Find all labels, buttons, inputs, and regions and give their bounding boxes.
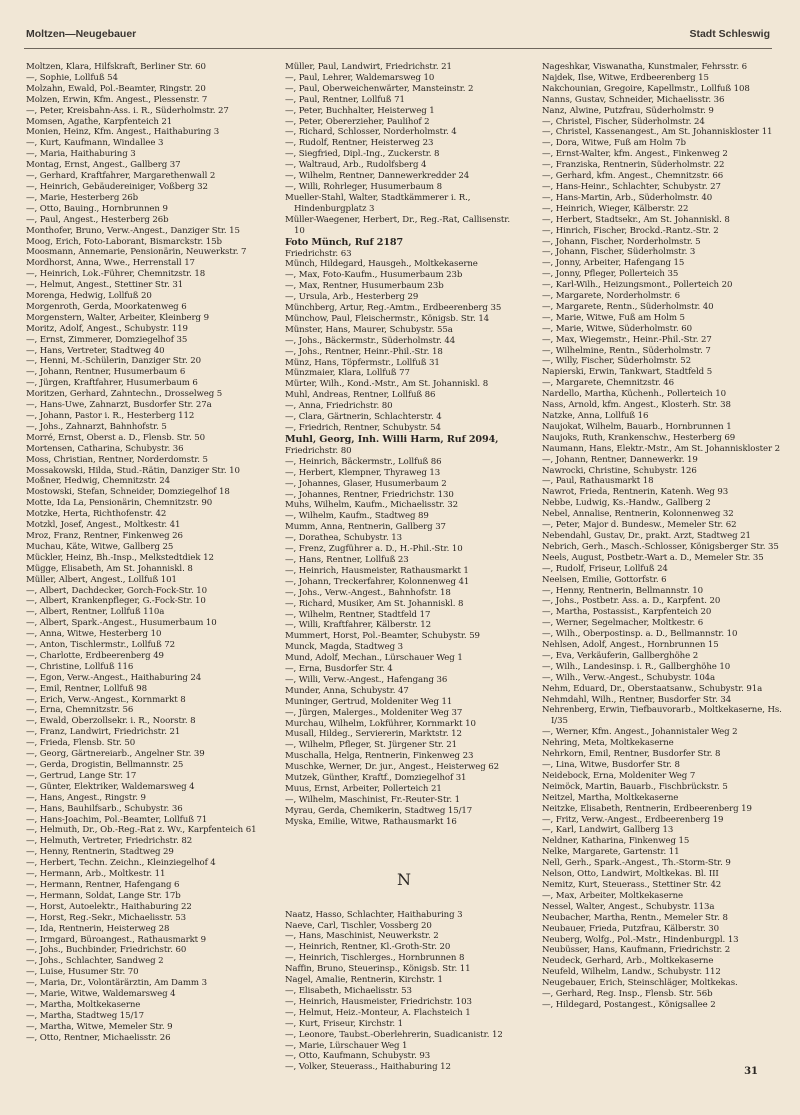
directory-entry: —, Heinrich, Lok.-Führer, Chemnitzstr. 18 — [26, 269, 206, 280]
directory-entry: Moss, Christian, Rentner, Norderdomstr. 5 — [26, 454, 208, 465]
directory-entry: Neimöck, Martin, Bauarb., Fischbrückstr. 5 — [542, 781, 728, 792]
directory-entry: —, Hans-Heinr., Schlachter, Schubystr. 27 — [542, 181, 721, 192]
directory-entry: —, Dorathea, Schubystr. 13 — [285, 533, 402, 544]
directory-entry: Nehlsen, Adolf, Angest., Hornbrunnen 15 — [542, 640, 719, 651]
directory-entry: —, Gerda, Drogistin, Bellmannstr. 25 — [26, 760, 184, 770]
directory-entry: Nakchounian, Gregoire, Kapellmstr., Lollfuß 108 — [542, 83, 750, 94]
directory-entry: —, Marie, Witwe, Süderholmstr. 60 — [542, 323, 693, 334]
directory-entry: Neels, August, Postbetr.-Wart a. D., Memeler Str. 35 — [542, 552, 764, 563]
directory-entry: Müller, Albert, Angest., Lollfuß 101 — [26, 574, 177, 585]
directory-entry: Neubüsser, Hans, Kaufmann, Friedrichstr. 2 — [542, 945, 731, 956]
directory-entry: —, Hans, Rentner, Lollfuß 23 — [285, 554, 409, 565]
directory-entry: —, Martha, Witwe, Memeler Str. 9 — [26, 1021, 173, 1032]
directory-entry: —, Heinrich, Wieger, Kälberstr. 22 — [542, 203, 689, 214]
directory-entry: —, Johs., Postbetr. Ass. a. D., Karpfent. 20 — [542, 596, 721, 607]
directory-entry: Mund, Adolf, Mechan., Lürschauer Weg 1 — [285, 653, 463, 664]
directory-entry: Nelke, Margarete, Gartenstr. 11 — [542, 847, 680, 858]
directory-entry: Neufeld, Wilhelm, Landw., Schubystr. 112 — [542, 967, 721, 978]
directory-entry: Naeve, Carl, Tischler, Vossberg 20 — [285, 920, 432, 931]
directory-entry: —, Sophie, Lollfuß 54 — [26, 72, 118, 83]
directory-entry: Mügge, Elisabeth, Am St. Johanniskl. 8 — [26, 563, 193, 574]
directory-entry: —, Ewald, Oberzollsekr. i. R., Noorstr. 8 — [26, 716, 196, 727]
directory-entry: —, Siegfried, Dipl.-Ing., Zuckerstr. 8 — [285, 149, 440, 160]
directory-entry: Friedrichstr. 80 — [285, 445, 352, 456]
directory-entry: Myrau, Gerda, Chemikerin, Stadtweg 15/17 — [285, 805, 473, 816]
directory-entry: —, Frieda, Flensb. Str. 50 — [26, 738, 136, 749]
directory-entry: Morré, Ernst, Oberst a. D., Flensb. Str. 50 — [26, 432, 205, 443]
directory-entry: Munder, Anna, Schubystr. 47 — [285, 685, 409, 696]
directory-entry: —, Kurt, Friseur, Kirchstr. 1 — [285, 1018, 404, 1029]
directory-entry: Nagel, Amalie, Rentnerin, Kirchstr. 1 — [285, 975, 443, 986]
section-letter: N — [397, 869, 411, 889]
directory-entry: —, Marie, Witwe, Fuß am Holm 5 — [542, 312, 685, 323]
directory-entry: Muschalla, Helga, Rentnerin, Finkenweg 23 — [285, 751, 474, 762]
directory-entry: Monthofer, Bruno, Verw.-Angest., Danziger Str. 15 — [26, 225, 240, 236]
directory-entry: Münch, Hildegard, Hausgeh., Moltkekaserne — [285, 259, 478, 270]
directory-entry: Murchau, Wilhelm, Lokführer, Kornmarkt 10 — [285, 718, 476, 729]
directory-entry: —, Rudolf, Friseur, Lollfuß 24 — [542, 563, 668, 574]
directory-entry: Naffin, Bruno, Steuerinsp., Königsb. Str. 11 — [285, 964, 471, 975]
directory-entry: —, Hermann, Soldat, Lange Str. 17b — [26, 890, 181, 901]
directory-entry: —, Heinrich, Gebäudereiniger, Voßberg 32 — [26, 181, 208, 192]
directory-entry: —, Peter, Obererzieher, Paulihof 2 — [285, 116, 430, 127]
directory-entry: —, Herbert, Stadtsekr., Am St. Johanniskl. 8 — [542, 214, 730, 225]
directory-entry: Mroz, Franz, Rentner, Finkenweg 26 — [26, 530, 183, 541]
directory-entry: —, Emil, Rentner, Lollfuß 98 — [26, 683, 147, 694]
directory-entry: —, Egon, Verw.-Angest., Haithaburing 24 — [26, 672, 202, 683]
directory-entry: —, Maria, Dr., Volontärärztin, Am Damm 3 — [26, 978, 207, 989]
directory-entry: Munck, Magda, Stadtweg 3 — [285, 642, 404, 653]
directory-entry: —, Erna, Chemnitzstr. 56 — [26, 705, 134, 716]
directory-entry: —, Hinrich, Fischer, Brockd.-Rantz.-Str. 2 — [542, 225, 719, 236]
directory-entry-bold: Foto Münch, Ruf 2187 — [285, 236, 404, 248]
directory-entry: —, Marie, Hesterberg 26b — [26, 192, 138, 203]
directory-entry: Mostowski, Stefan, Schneider, Domziegelhof 18 — [26, 487, 230, 498]
directory-entry: Mueller-Stahl, Walter, Stadtkämmerer i. R., Hindenburgplatz 3 — [285, 192, 471, 214]
directory-entry: —, Günter, Elektriker, Waldemarsweg 4 — [26, 781, 195, 792]
directory-entry: —, Johann, Treckerfahrer, Kolonnenweg 41 — [285, 576, 470, 587]
directory-entry: Mummert, Horst, Pol.-Beamter, Schubystr. 59 — [285, 631, 480, 642]
directory-entry: Nageshkar, Viswanatha, Kunstmaler, Fehrsstr. 6 — [542, 62, 747, 72]
directory-entry: —, Otto, Bauing., Hornbrunnen 9 — [26, 203, 168, 214]
directory-entry: —, Willi, Verw.-Angest., Hafengang 36 — [285, 674, 448, 685]
directory-entry: —, Johs., Rentner, Heinr.-Phil.-Str. 18 — [285, 346, 443, 357]
header-range: Moltzen—Neugebauer — [26, 28, 137, 40]
directory-entry: —, Werner, Segelmacher, Moltkestr. 6 — [542, 618, 704, 629]
directory-entry: Nanz, Alwine, Putzfrau, Süderholmstr. 9 — [542, 105, 714, 116]
directory-entry: Morgenstern, Walter, Arbeiter, Kleinberg 9 — [26, 312, 209, 323]
directory-entry: Mordhorst, Anna, Wwe., Herrenstall 17 — [26, 258, 195, 269]
directory-entry: Nebendahl, Gustav, Dr., prakt. Arzt, Stadtweg 21 — [542, 530, 751, 541]
directory-entry: —, Herbert, Klempner, Thyraweg 13 — [285, 467, 441, 478]
directory-entry: —, Helmut, Heiz.-Monteur, A. Flachsteich 1 — [285, 1007, 471, 1018]
directory-entry: —, Elisabeth, Michaelisstr. 53 — [285, 985, 412, 996]
directory-entry: —, Anton, Tischlermstr., Lollfuß 72 — [26, 640, 175, 651]
directory-entry: —, Fritz, Verw.-Angest., Erdbeerenberg 19 — [542, 814, 724, 825]
directory-entry: —, Martha, Moltkekaserne — [26, 999, 141, 1010]
directory-entry: Moog, Erich, Foto-Laborant, Bismarckstr. 15b — [26, 236, 222, 247]
directory-entry: —, Jürgen, Kraftfahrer, Husumerbaum 6 — [26, 378, 198, 389]
directory-entry: —, Johs., Verw.-Angest., Bahnhofstr. 18 — [285, 587, 451, 598]
directory-entry: —, Waltraud, Arb., Rudolfsberg 4 — [285, 160, 427, 171]
directory-entry: Nelson, Otto, Landwirt, Moltkekas. Bl. III — [542, 869, 719, 880]
directory-entry: —, Gerhard, Kraftfahrer, Margarethenwall 2 — [26, 171, 216, 182]
directory-entry: Muhs, Wilhelm, Kaufm., Michaelisstr. 32 — [285, 500, 459, 511]
directory-entry: Mortensen, Catharina, Schubystr. 36 — [26, 443, 184, 454]
directory-entry: Nebbe, Ludwig, Ks.-Handw., Gallberg 2 — [542, 498, 711, 509]
directory-entry: —, Hildegard, Postangest., Königsallee 2 — [542, 999, 716, 1010]
directory-entry: —, Frenz, Zugführer a. D., H.-Phil.-Str. 10 — [285, 544, 463, 555]
directory-entry: Neitzel, Martha, Moltkekaserne — [542, 792, 679, 803]
directory-entry: Nessel, Walter, Angest., Schubystr. 113a — [542, 901, 715, 912]
directory-entry: Nardello, Martha, Küchenh., Pollerteich 10 — [542, 389, 726, 400]
directory-entry: —, Ernst, Zimmerer, Domziegelhof 35 — [26, 334, 188, 345]
directory-entry: —, Max, Foto-Kaufm., Husumerbaum 23b — [285, 270, 463, 281]
directory-entry: Napierski, Erwin, Tankwart, Stadtfeld 5 — [542, 367, 713, 378]
directory-entry: —, Peter, Major d. Bundesw., Memeler Str. 62 — [542, 520, 737, 531]
directory-entry: —, Gertrud, Lange Str. 17 — [26, 770, 137, 781]
directory-entry: —, Ernst-Walter, kfm. Angest., Finkenweg 2 — [542, 149, 728, 160]
directory-entry: —, Heinrich, Hausmeister, Friedrichstr. 103 — [285, 996, 472, 1007]
directory-entry: —, Johann, Rentner, Husumerbaum 6 — [26, 367, 186, 378]
directory-entry: —, Peter, Buchhalter, Heisterweg 1 — [285, 105, 435, 116]
directory-entry: Nehrenberg, Erwin, Tiefbauvorarb., Moltkekaserne, Hs. I/35 — [542, 705, 782, 727]
directory-entry: —, Wilhelm, Maschinist, Fr.-Reuter-Str. 1 — [285, 794, 460, 805]
directory-entry: Morenga, Hedwig, Lollfuß 20 — [26, 291, 152, 302]
directory-entry: Naujokat, Wilhelm, Bauarb., Hornbrunnen 1 — [542, 421, 732, 432]
directory-entry: —, Hans, Vertreter, Stadtweg 40 — [26, 345, 165, 356]
directory-entry: Musall, Hildeg., Serviererin, Marktstr. 12 — [285, 729, 462, 740]
directory-entry: —, Johs., Zahnarzt, Bahnhofstr. 5 — [26, 421, 167, 432]
directory-entry: —, Erich, Verw.-Angest., Kornmarkt 8 — [26, 694, 186, 705]
directory-entry: Neidebock, Erna, Moldeniter Weg 7 — [542, 770, 696, 781]
directory-entry: —, Marie, Witwe, Waldemarsweg 4 — [26, 989, 176, 1000]
directory-entry: —, Marie, Lürschauer Weg 1 — [285, 1040, 408, 1051]
directory-entry: —, Albert, Dachdecker, Gorch-Fock-Str. 10 — [26, 585, 207, 596]
directory-entry: —, Willy, Fischer, Süderholmstr. 52 — [542, 356, 691, 367]
directory-entry: —, Georg, Gärtnereiarb., Angelner Str. 39 — [26, 749, 205, 760]
directory-entry: Nemitz, Kurt, Steuerass., Stettiner Str. 42 — [542, 879, 722, 890]
directory-entry: —, Franziska, Rentnerin, Süderholmstr. 22 — [542, 160, 725, 171]
directory-entry: —, Wilhelm, Pfleger, St. Jürgener Str. 21 — [285, 740, 457, 751]
directory-entry: —, Karl-Wilh., Heizungsmont., Pollerteich 20 — [542, 280, 733, 291]
directory-entry: —, Otto, Kaufmann, Schubystr. 93 — [285, 1051, 431, 1062]
directory-entry: —, Wilhelm, Kaufm., Stadtweg 89 — [285, 511, 429, 522]
directory-entry: Münz, Hans, Töpfermstr., Lollfuß 31 — [285, 357, 440, 368]
directory-entry: Motzkl, Josef, Angest., Moltkestr. 41 — [26, 520, 181, 531]
directory-entry: —, Johann, Fischer, Norderholmstr. 5 — [542, 236, 701, 247]
directory-entry: —, Johannes, Glaser, Husumerbaum 2 — [285, 478, 447, 489]
directory-entry: —, Max, Wiegemstr., Heinr.-Phil.-Str. 27 — [542, 334, 712, 345]
directory-entry: —, Hans-Martin, Arb., Süderholmstr. 40 — [542, 192, 713, 203]
directory-entry: Müller-Waegener, Herbert, Dr., Reg.-Rat, Callisenstr. 10 — [285, 214, 510, 236]
directory-entry: Naumann, Hans, Elektr.-Mstr., Am St. Johanniskloster 2 — [542, 443, 780, 454]
directory-entry: Nawrocki, Christine, Schubystr. 126 — [542, 465, 697, 476]
directory-entry: —, Paul, Angest., Hesterberg 26b — [26, 214, 169, 225]
directory-entry: —, Gerhard, kfm. Angest., Chemnitzstr. 66 — [542, 171, 724, 182]
directory-entry: —, Peter, Kreisbahn-Ass. i. R., Süderholmstr. 27 — [26, 105, 229, 116]
column-1 — [26, 62, 264, 1044]
directory-entry: —, Christel, Kassenangest., Am St. Johanniskloster 11 — [542, 127, 773, 138]
directory-entry: —, Rudolf, Rentner, Heisterweg 23 — [285, 138, 434, 149]
directory-entry: —, Anna, Witwe, Hesterberg 10 — [26, 629, 162, 640]
directory-entry: —, Richard, Musiker, Am St. Johanniskl. 8 — [285, 598, 464, 609]
directory-entry: Nehm, Eduard, Dr., Oberstaatsanw., Schubystr. 91a — [542, 683, 763, 694]
directory-entry: Motzke, Herta, Richthofenstr. 42 — [26, 509, 167, 520]
directory-entry: Moritzen, Gerhard, Zahntechn., Drosselweg 5 — [26, 389, 223, 400]
directory-entry: —, Karl, Landwirt, Gallberg 13 — [542, 825, 674, 836]
directory-entry: —, Helmuth, Vertreter, Friedrichstr. 82 — [26, 836, 193, 847]
directory-entry: Muchau, Käte, Witwe, Gallberg 25 — [26, 541, 174, 552]
directory-entry: —, Christine, Lollfuß 116 — [26, 661, 134, 672]
directory-entry: Nehmdahl, Wilh., Rentner, Busdorfer Str. 34 — [542, 694, 732, 705]
directory-entry: —, Maria, Haithaburing 3 — [26, 149, 136, 160]
directory-entry: —, Johs., Schlachter, Sandweg 2 — [26, 956, 164, 967]
directory-entry: —, Hans, Bauhilfsarb., Schubystr. 36 — [26, 803, 183, 814]
directory-entry: Naujoks, Ruth, Krankenschw., Hesterberg 69 — [542, 432, 736, 443]
directory-entry: —, Hans, Maschinist, Neuwerkstr. 2 — [285, 931, 439, 942]
directory-entry: —, Margarete, Rentn., Süderholmstr. 40 — [542, 301, 714, 312]
directory-entry: —, Albert, Krankenpfleger, G.-Fock-Str. 10 — [26, 596, 206, 607]
directory-entry: Mossakowski, Hilda, Stud.-Rätin, Danziger Str. 10 — [26, 465, 240, 476]
directory-entry: Mutzek, Günther, Kraftf., Domziegelhof 31 — [285, 773, 467, 784]
directory-entry: —, Otto, Rentner, Michaelisstr. 26 — [26, 1032, 171, 1043]
directory-entry: Friedrichstr. 63 — [285, 248, 352, 259]
directory-entry: —, Hermann, Rentner, Hafengang 6 — [26, 879, 180, 890]
directory-entry: Montag, Ernst, Angest., Gallberg 37 — [26, 160, 181, 171]
directory-entry: —, Werner, Kfm. Angest., Johannistaler Weg 2 — [542, 727, 738, 738]
directory-entry: —, Heinrich, Tischlerges., Hornbrunnen 8 — [285, 953, 465, 964]
directory-entry: —, Albert, Rentner, Lollfuß 110a — [26, 607, 165, 618]
directory-entry: Mückler, Heinz, Bh.-Insp., Melkstedtdiek 12 — [26, 552, 214, 563]
directory-entry: —, Johann, Rentner, Dannewerkr. 19 — [542, 454, 698, 465]
directory-entry: Nass, Arnold, kfm. Angest., Klosterh. Str. 38 — [542, 400, 731, 411]
directory-entry: —, Horst, Reg.-Sekr., Michaelisstr. 53 — [26, 912, 187, 923]
directory-entry: Nehrkorn, Emil, Rentner, Busdorfer Str. 8 — [542, 749, 721, 760]
directory-entry: —, Franz, Landwirt, Friedrichstr. 21 — [26, 727, 181, 738]
directory-entry: Moosmann, Annemarie, Pensionärin, Neuwerkstr. 7 — [26, 247, 247, 258]
directory-entry: —, Hermann, Arb., Moltkestr. 11 — [26, 869, 166, 880]
directory-entry: Myska, Emilie, Witwe, Rathausmarkt 16 — [285, 816, 457, 827]
directory-entry: —, Johann, Pastor i. R., Hesterberg 112 — [26, 411, 195, 421]
directory-entry: —, Helmuth, Dr., Ob.-Reg.-Rat z. Wv., Karpfenteich 61 — [26, 825, 257, 836]
directory-entry: —, Gerhard, Reg. Insp., Flensb. Str. 56b — [542, 989, 713, 1000]
directory-entry: —, Paul, Lehrer, Waldemarsweg 10 — [285, 72, 435, 83]
directory-entry: —, Henni, M.-Schülerin, Danziger Str. 20 — [26, 356, 201, 367]
directory-entry: Najdek, Ilse, Witwe, Erdbeerenberg 15 — [542, 72, 709, 83]
directory-entry: —, Johs., Bäckermstr., Süderholmstr. 44 — [285, 335, 456, 346]
directory-entry: —, Lina, Witwe, Busdorfer Str. 8 — [542, 760, 680, 770]
header-city: Stadt Schleswig — [689, 28, 770, 40]
directory-entry: —, Hans, Angest., Ringstr. 9 — [26, 792, 146, 803]
directory-entry: Natzke, Anna, Lollfuß 16 — [542, 411, 649, 421]
directory-entry-bold: Muhl, Georg, Inh. Willi Harm, Ruf 2094, — [285, 433, 499, 445]
directory-entry: —, Heinrich, Bäckermstr., Lollfuß 86 — [285, 456, 442, 467]
directory-entry: Moritz, Adolf, Angest., Schubystr. 119 — [26, 323, 188, 334]
page-header — [26, 28, 770, 44]
directory-entry: Neubauer, Frieda, Putzfrau, Kälberstr. 30 — [542, 923, 720, 934]
directory-entry: —, Helmut, Angest., Stettiner Str. 31 — [26, 280, 184, 291]
directory-entry: —, Hans-Uwe, Zahnarzt, Busdorfer Str. 27a — [26, 400, 212, 411]
directory-entry: Motte, Ida La, Pensionärin, Chemnitzstr. 90 — [26, 498, 213, 509]
directory-entry: —, Heinrich, Hausmeister, Rathausmarkt 1 — [285, 565, 469, 576]
directory-entry: Müller, Paul, Landwirt, Friedrichstr. 21 — [285, 62, 452, 72]
directory-entry: —, Heinrich, Rentner, Kl.-Groth-Str. 20 — [285, 942, 451, 953]
directory-entry: —, Clara, Gärtnerin, Schlachterstr. 4 — [285, 412, 442, 423]
column-3 — [542, 62, 782, 1011]
directory-entry: Nebel, Annalise, Rentnerin, Kolonnenweg 32 — [542, 509, 734, 520]
directory-entry: Neelsen, Emilie, Gottorfstr. 6 — [542, 574, 667, 585]
directory-entry: Molzahn, Ewald, Pol.-Beamter, Ringstr. 20 — [26, 83, 206, 94]
header-rule — [24, 48, 772, 49]
directory-entry: Neitzke, Elisabeth, Rentnerin, Erdbeerenberg 19 — [542, 803, 752, 814]
directory-entry: —, Albert, Spark.-Angest., Husumerbaum 10 — [26, 618, 217, 629]
directory-entry: Nanns, Gustav, Schneider, Michaelisstr. 36 — [542, 94, 725, 105]
directory-entry: —, Volker, Steuerass., Haithaburing 12 — [285, 1062, 451, 1073]
directory-entry: —, Jonny, Arbeiter, Hafengang 15 — [542, 258, 685, 269]
directory-entry: Neubacher, Martha, Rentn., Memeler Str. 8 — [542, 912, 728, 923]
directory-entry: —, Paul, Oberweichenwärter, Mansteinstr. 2 — [285, 83, 474, 94]
directory-entry: —, Max, Rentner, Husumerbaum 23b — [285, 281, 444, 292]
directory-entry: Münchow, Paul, Fleischermstr., Königsb. Str. 14 — [285, 313, 490, 324]
directory-entry: —, Herbert, Techn. Zeichn., Kleinziegelhof 4 — [26, 858, 216, 869]
directory-entry: —, Eva, Verkäuferin, Gallberghöhe 2 — [542, 650, 699, 661]
directory-entry: —, Johann, Fischer, Süderholmstr. 3 — [542, 247, 696, 258]
directory-entry: —, Henny, Rentnerin, Bellmannstr. 10 — [542, 585, 703, 596]
directory-entry: —, Margarete, Norderholmstr. 6 — [542, 291, 680, 302]
directory-entry: Molzen, Erwin, Kfm. Angest., Plessenstr. 7 — [26, 94, 208, 105]
directory-entry: —, Luise, Husumer Str. 70 — [26, 967, 139, 978]
directory-entry: —, Paul, Rentner, Lollfuß 71 — [285, 94, 405, 105]
directory-entry: —, Christel, Fischer, Süderholmstr. 24 — [542, 116, 705, 127]
directory-entry: —, Paul, Rathausmarkt 18 — [542, 476, 654, 487]
directory-entry: Münchberg, Artur, Reg.-Amtm., Erdbeerenberg 35 — [285, 303, 502, 314]
directory-entry: Nell, Gerh., Spark.-Angest., Th.-Storm-Str. 9 — [542, 858, 731, 869]
directory-entry: Muhl, Andreas, Rentner, Lollfuß 86 — [285, 390, 436, 401]
column-2 — [285, 62, 523, 1073]
directory-entry: —, Hans-Joachim, Pol.-Beamter, Lollfuß 71 — [26, 814, 208, 825]
directory-entry: —, Horst, Autoelektr., Haithaburing 22 — [26, 901, 192, 912]
directory-entry: Neudeck, Gerhard, Arb., Moltkekaserne — [542, 956, 714, 967]
directory-entry: Moßner, Hedwig, Chemnitzstr. 24 — [26, 476, 171, 487]
directory-entry: —, Wilh., Landesinsp. i. R., Gallberghöhe 10 — [542, 661, 731, 672]
directory-entry: Nehring, Meta, Moltkekaserne — [542, 738, 674, 749]
directory-entry: —, Jürgen, Malerges., Moldeniter Weg 37 — [285, 707, 463, 718]
directory-entry: —, Johs., Buchbinder, Friedrichstr. 60 — [26, 945, 187, 956]
directory-entry: Moltzen, Klara, Hilfskraft, Berliner Str. 60 — [26, 62, 206, 72]
directory-entry: —, Wilhelmine, Rentn., Süderholmstr. 7 — [542, 345, 711, 356]
directory-entry: —, Willi, Kraftfahrer, Kälberstr. 12 — [285, 620, 431, 631]
directory-entry: —, Henny, Rentnerin, Stadtweg 29 — [26, 847, 174, 858]
directory-entry: —, Martha, Postassist., Karpfenteich 20 — [542, 607, 712, 618]
page-number: 31 — [744, 1066, 758, 1077]
directory-entry: —, Anna, Friedrichstr. 80 — [285, 401, 393, 412]
directory-entry: Naatz, Hasso, Schlachter, Haithaburing 3 — [285, 909, 463, 920]
directory-entry: Neugebauer, Erich, Steinschläger, Moltkekas. — [542, 978, 738, 989]
directory-entry: —, Jonny, Pfleger, Pollerteich 35 — [542, 269, 679, 280]
directory-entry: Münster, Hans, Maurer, Schubystr. 55a — [285, 324, 453, 335]
directory-entry: Neuberg, Wolfg., Pol.-Mstr., Hindenburgpl. 13 — [542, 934, 739, 945]
directory-entry: —, Friedrich, Rentner, Schubystr. 54 — [285, 423, 441, 433]
directory-entry: Momsen, Agathe, Karpfenteich 21 — [26, 116, 173, 127]
directory-entry: —, Charlotte, Erdbeerenberg 49 — [26, 650, 164, 661]
directory-entry: Nebrich, Gerh., Masch.-Schlosser, Königsberger Str. 35 — [542, 541, 779, 552]
directory-entry: Nawrot, Frieda, Rentnerin, Katenh. Weg 93 — [542, 487, 729, 498]
directory-entry: —, Johannes, Rentner, Friedrichstr. 130 — [285, 489, 454, 500]
directory-entry: —, Martha, Stadtweg 15/17 — [26, 1010, 145, 1021]
directory-entry: —, Wilh., Verw.-Angest., Schubystr. 104a — [542, 672, 716, 683]
directory-entry: Mürter, Wilh., Kond.-Mstr., Am St. Johanniskl. 8 — [285, 379, 489, 390]
directory-entry: —, Irmgard, Büroangest., Rathausmarkt 9 — [26, 934, 207, 945]
directory-entry: Monien, Heinz, Kfm. Angest., Haithaburing 3 — [26, 127, 220, 138]
directory-entry: —, Margarete, Chemnitzstr. 46 — [542, 378, 675, 389]
directory-entry: Muschke, Werner, Dr. jur., Angest., Heisterweg 62 — [285, 762, 499, 773]
directory-entry: Mumm, Anna, Rentnerin, Gallberg 37 — [285, 522, 446, 533]
directory-entry: Morgenroth, Gerda, Moorkatenweg 6 — [26, 301, 187, 312]
directory-entry: —, Erna, Busdorfer Str. 4 — [285, 664, 393, 675]
directory-entry: Muus, Ernst, Arbeiter, Pollerteich 21 — [285, 784, 442, 794]
directory-entry: —, Richard, Schlosser, Norderholmstr. 4 — [285, 127, 457, 138]
directory-entry: —, Kurt, Kaufmann, Windallee 3 — [26, 138, 164, 149]
directory-entry: —, Willi, Rohrleger, Husumerbaum 8 — [285, 181, 442, 192]
directory-entry: Neldner, Katharina, Finkenweg 15 — [542, 836, 690, 847]
directory-entry: —, Ida, Rentnerin, Heisterweg 28 — [26, 923, 170, 934]
directory-entry: —, Wilhelm, Rentner, Stadtfeld 17 — [285, 609, 431, 620]
directory-entry: —, Dora, Witwe, Fuß am Holm 7b — [542, 138, 686, 149]
directory-entry: —, Wilhelm, Rentner, Dannewerkredder 24 — [285, 171, 470, 182]
directory-entry: Münzmaier, Klara, Lollfuß 77 — [285, 368, 410, 379]
directory-entry: —, Wilh., Oberpostinsp. a. D., Bellmannstr. 10 — [542, 629, 738, 640]
directory-entry: —, Leonore, Taubst.-Oberlehrerin, Suadicanistr. 12 — [285, 1029, 503, 1040]
directory-entry: Muninger, Gertrud, Moldeniter Weg 11 — [285, 696, 453, 707]
directory-entry: —, Max, Arbeiter, Moltkekaserne — [542, 890, 684, 901]
directory-entry: —, Ursula, Arb., Hesterberg 29 — [285, 292, 419, 303]
